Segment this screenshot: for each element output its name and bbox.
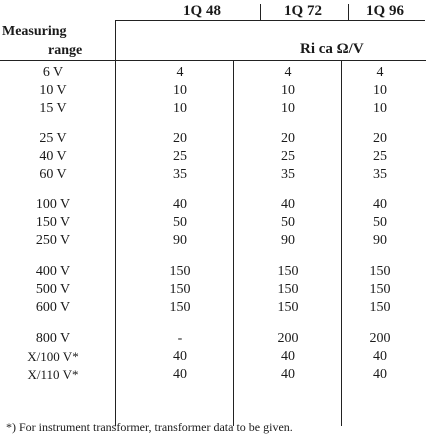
range-cell: 250 V (35, 233, 71, 248)
value-cell: 40 (373, 197, 387, 212)
column-header-1q48: 1Q 48 (183, 3, 221, 19)
value-cell: 20 (281, 131, 295, 146)
range-cell: 100 V (35, 197, 71, 212)
range-cell: 800 V (35, 331, 71, 346)
value-cell: 150 (277, 300, 299, 315)
value-cell: 150 (369, 264, 391, 279)
value-cell: 40 (173, 197, 187, 212)
value-cell: 50 (373, 215, 387, 230)
value-cell: 150 (169, 264, 191, 279)
range-cell: 400 V (35, 264, 71, 279)
measuring-range-label-line2: range (48, 43, 83, 58)
range-cell: X/100 V* (27, 349, 79, 364)
range-cell: 10 V (39, 83, 67, 98)
header-top-rule (115, 20, 425, 21)
value-cell: 20 (173, 131, 187, 146)
header-left-border (115, 20, 116, 60)
value-cell: 40 (373, 349, 387, 364)
range-cell: 60 V (39, 167, 67, 182)
footnote: *) For instrument transformer, transformer data to be given. (6, 420, 293, 434)
value-cell: 25 (281, 149, 295, 164)
resistance-unit-header: Ri ca Ω/V (300, 41, 364, 57)
body-divider-2 (233, 60, 234, 426)
value-cell: 10 (173, 83, 187, 98)
value-cell: 90 (373, 233, 387, 248)
value-cell: 150 (277, 282, 299, 297)
value-cell: 150 (277, 264, 299, 279)
column-header-1q72: 1Q 72 (284, 3, 322, 19)
range-cell: 500 V (35, 282, 71, 297)
value-cell: 25 (373, 149, 387, 164)
body-divider-3 (341, 60, 342, 426)
header-divider-2 (348, 4, 349, 21)
value-cell: 50 (281, 215, 295, 230)
body-divider-1 (115, 60, 116, 426)
value-cell: 40 (281, 197, 295, 212)
value-cell: 35 (173, 167, 187, 182)
value-cell: 200 (369, 331, 391, 346)
value-cell: 35 (373, 167, 387, 182)
value-cell: 150 (369, 300, 391, 315)
value-cell: 4 (176, 65, 184, 80)
range-cell: 40 V (39, 149, 67, 164)
column-header-1q96: 1Q 96 (366, 3, 404, 19)
value-cell: 90 (281, 233, 295, 248)
measuring-range-label-line1: Measuring (2, 24, 67, 39)
value-cell: 150 (169, 300, 191, 315)
value-cell: 25 (173, 149, 187, 164)
value-cell: 10 (373, 83, 387, 98)
value-cell: 40 (281, 367, 295, 382)
range-cell: 6 V (42, 65, 64, 80)
range-cell: 25 V (39, 131, 67, 146)
value-cell: 40 (281, 349, 295, 364)
value-cell: 4 (376, 65, 384, 80)
range-cell: X/110 V* (27, 367, 79, 382)
value-cell: 40 (173, 349, 187, 364)
value-cell: 10 (281, 101, 295, 116)
value-cell: - (177, 331, 183, 346)
table-top-rule (0, 60, 426, 61)
value-cell: 40 (373, 367, 387, 382)
range-cell: 600 V (35, 300, 71, 315)
value-cell: 50 (173, 215, 187, 230)
value-cell: 20 (373, 131, 387, 146)
value-cell: 90 (173, 233, 187, 248)
value-cell: 150 (169, 282, 191, 297)
value-cell: 200 (277, 331, 299, 346)
value-cell: 150 (369, 282, 391, 297)
value-cell: 35 (281, 167, 295, 182)
value-cell: 10 (281, 83, 295, 98)
value-cell: 10 (173, 101, 187, 116)
value-cell: 40 (173, 367, 187, 382)
value-cell: 10 (373, 101, 387, 116)
header-divider-1 (260, 4, 261, 21)
range-cell: 150 V (35, 215, 71, 230)
value-cell: 4 (284, 65, 292, 80)
range-cell: 15 V (39, 101, 67, 116)
